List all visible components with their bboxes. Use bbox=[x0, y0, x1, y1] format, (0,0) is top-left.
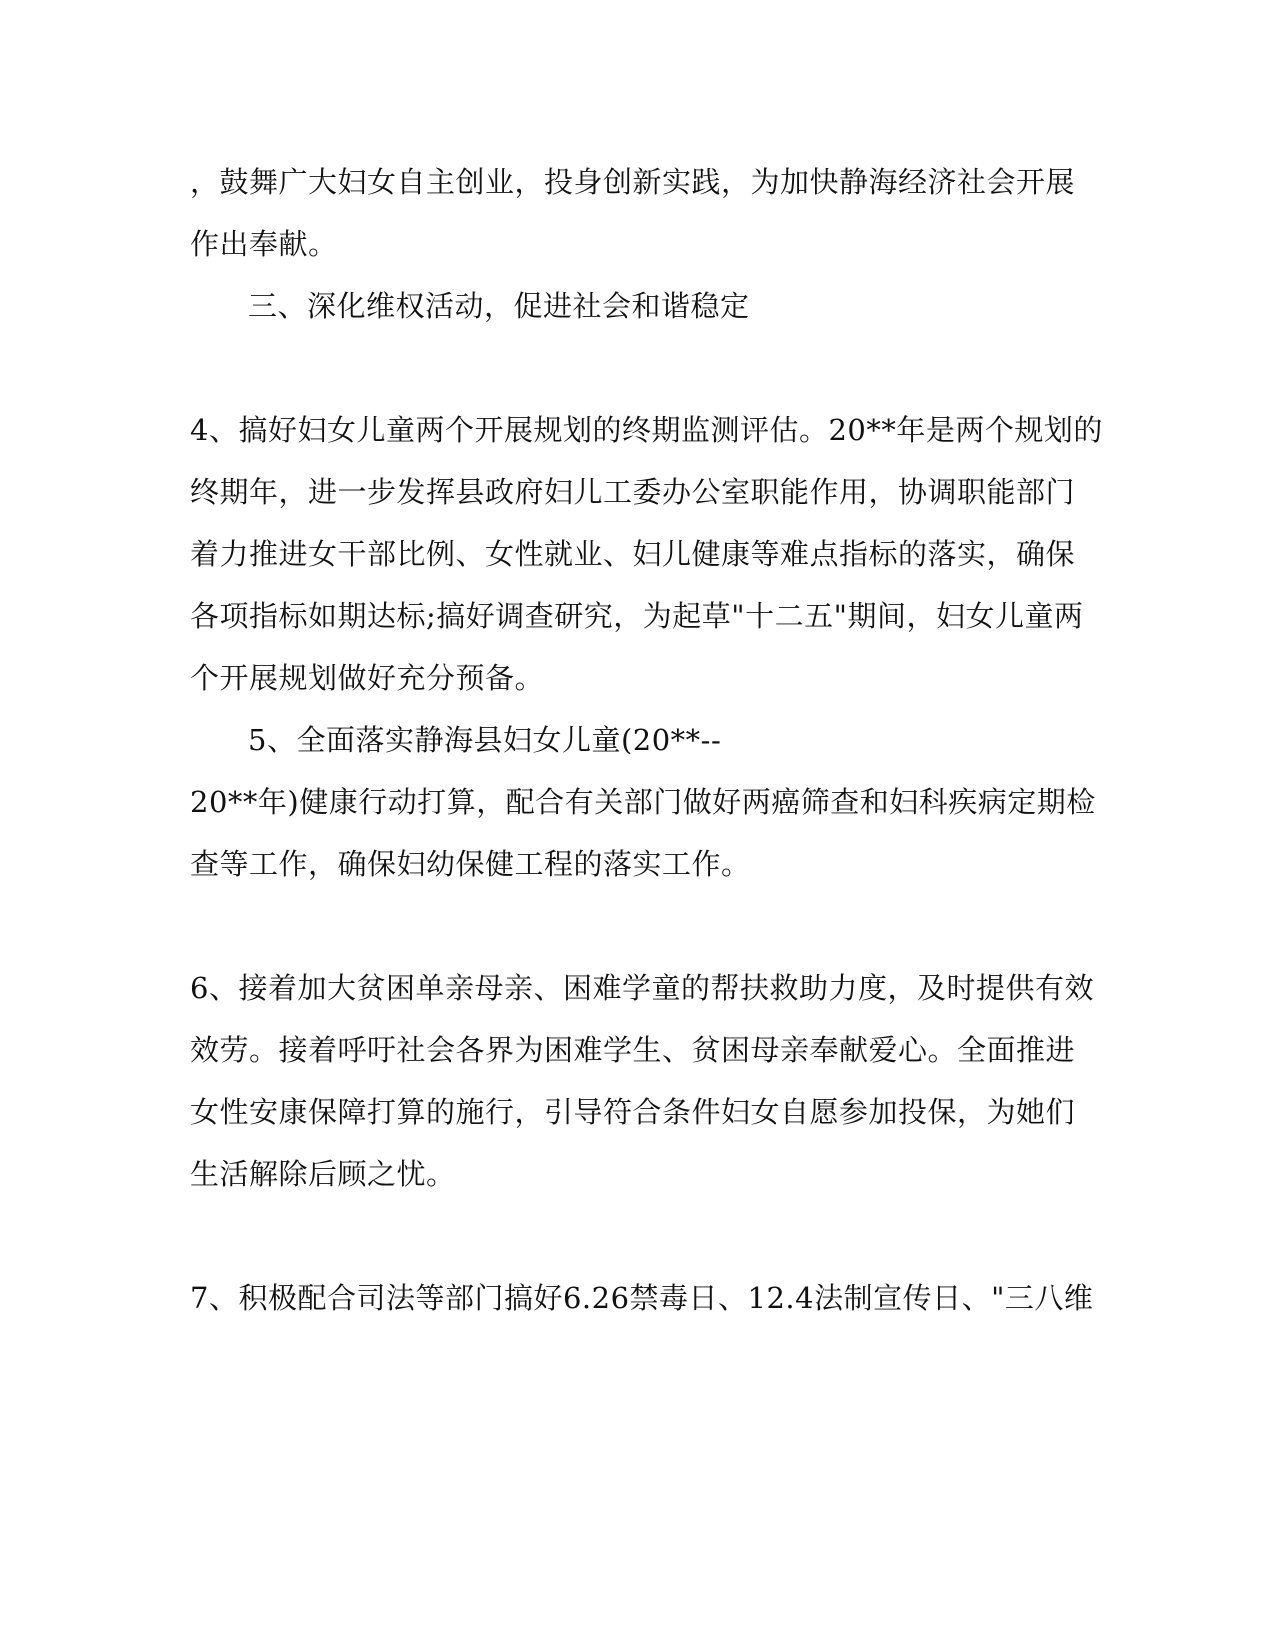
paragraph-line: 生活解除后顾之忧。 bbox=[190, 1157, 456, 1191]
paragraph-line: 20**年)健康行动打算，配合有关部门做好两癌筛查和妇科疾病定期检 bbox=[190, 785, 1096, 819]
paragraph-line: 终期年，进一步发挥县政府妇儿工委办公室职能作用，协调职能部门 bbox=[190, 475, 1076, 509]
paragraph-line: 着力推进女干部比例、女性就业、妇儿健康等难点指标的落实，确保 bbox=[190, 537, 1076, 571]
paragraph-line: 各项指标如期达标;搞好调查研究，为起草"十二五"期间，妇女儿童两 bbox=[190, 599, 1084, 633]
section-heading: 三、深化维权活动，促进社会和谐稳定 bbox=[248, 289, 750, 323]
paragraph-line: ，鼓舞广大妇女自主创业，投身创新实践，为加快静海经济社会开展 bbox=[190, 165, 1076, 199]
paragraph-line: 4、搞好妇女儿童两个开展规划的终期监测评估。20**年是两个规划的 bbox=[190, 413, 1103, 447]
paragraph-line: 个开展规划做好充分预备。 bbox=[190, 661, 545, 695]
paragraph-line: 7、积极配合司法等部门搞好6.26禁毒日、12.4法制宣传日、"三八维 bbox=[190, 1281, 1094, 1315]
paragraph-line: 5、全面落实静海县妇女儿童(20**-- bbox=[248, 723, 722, 757]
paragraph-line: 6、接着加大贫困单亲母亲、困难学童的帮扶救助力度，及时提供有效 bbox=[190, 971, 1094, 1005]
paragraph-line: 女性安康保障打算的施行，引导符合条件妇女自愿参加投保，为她们 bbox=[190, 1095, 1076, 1129]
paragraph-line: 作出奉献。 bbox=[190, 227, 338, 261]
paragraph-line: 查等工作，确保妇幼保健工程的落实工作。 bbox=[190, 847, 751, 881]
paragraph-line: 效劳。接着呼吁社会各界为困难学生、贫困母亲奉献爱心。全面推进 bbox=[190, 1033, 1076, 1067]
